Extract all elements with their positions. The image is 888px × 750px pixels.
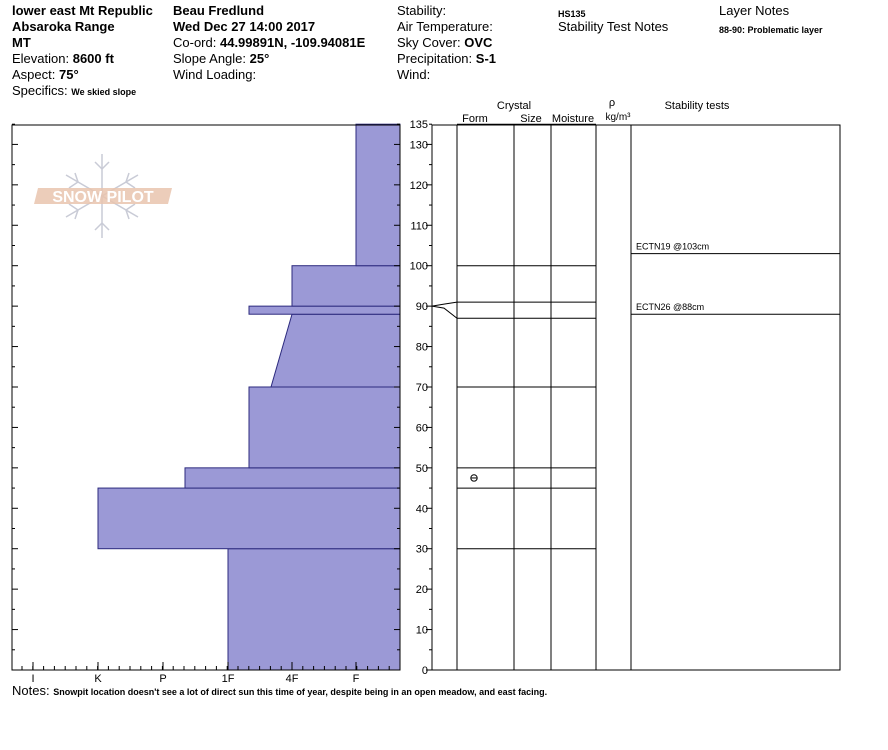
hardness-layer xyxy=(356,124,400,266)
specifics-label: Specifics: xyxy=(12,83,68,98)
coord-label: Co-ord: xyxy=(173,35,217,50)
hardness-tick-label: K xyxy=(94,673,102,685)
rho-header: ρ xyxy=(608,97,616,109)
hardness-layer xyxy=(249,387,400,468)
location-name: lower east Mt Republic xyxy=(12,3,153,18)
stability-test-label: ECTN19 @103cm xyxy=(636,241,710,252)
precip-value: S-1 xyxy=(475,51,497,66)
hardness-tick-label: 1F xyxy=(221,673,235,685)
depth-tick-label: 135 xyxy=(409,119,428,132)
wind-loading-label: Wind Loading: xyxy=(173,67,257,82)
coord-value: 44.99891N, -109.94081E xyxy=(219,35,366,50)
depth-tick-label: 10 xyxy=(415,624,428,637)
table-frame xyxy=(432,125,840,670)
slope-value: 25° xyxy=(249,51,270,66)
aspect-label: Aspect: xyxy=(12,67,56,82)
hardness-layer xyxy=(271,314,400,387)
depth-tick-label: 40 xyxy=(415,503,428,516)
depth-tick-label: 110 xyxy=(410,220,428,233)
hardness-tick-label: P xyxy=(159,673,167,685)
hardness-tick-label: 4F xyxy=(285,673,299,685)
sky-value: OVC xyxy=(464,35,493,50)
hardness-layer xyxy=(228,549,400,670)
stability-test-label: ECTN26 @88cm xyxy=(636,302,705,313)
notes-row xyxy=(12,683,547,700)
depth-tick-label: 0 xyxy=(421,665,428,677)
hardness-layer xyxy=(249,306,400,314)
elevation-value: 8600 ft xyxy=(72,51,114,66)
hardness-tick-label: F xyxy=(352,673,360,685)
hardness-layer xyxy=(292,266,400,306)
density-unit-header: kg/m³ xyxy=(605,112,631,123)
crystal-header: Crystal xyxy=(496,100,532,112)
notes-text: Snowpit location doesn't see a lot of direct sun this time of year, despite being in an open meadow, and east facing. xyxy=(53,687,548,697)
layer-connector xyxy=(432,302,457,306)
elevation-label: Elevation: xyxy=(12,51,70,66)
obs-datetime: Wed Dec 27 14:00 2017 xyxy=(173,19,316,34)
logo-text: SNOW PILOT xyxy=(52,189,154,206)
specifics-value: We skied slope xyxy=(71,87,137,97)
sky-label: Sky Cover: xyxy=(397,35,461,50)
depth-tick-label: 80 xyxy=(415,341,428,354)
aspect-value: 75° xyxy=(58,67,79,82)
stability-label: Stability: xyxy=(397,3,447,18)
layer-connector xyxy=(432,306,457,318)
hardness-profile xyxy=(98,124,400,670)
slope-label: Slope Angle: xyxy=(173,51,247,66)
layer-notes-title: Layer Notes xyxy=(719,3,790,18)
precip-label: Precipitation: xyxy=(397,51,473,66)
hardness-tick-label: I xyxy=(31,673,35,685)
depth-tick-label: 50 xyxy=(415,462,428,475)
depth-tick-label: 70 xyxy=(415,381,428,394)
crystal-form-symbol xyxy=(471,475,477,481)
observer-name: Beau Fredlund xyxy=(173,3,265,18)
depth-tick-label: 120 xyxy=(409,179,428,192)
moisture-header: Moisture xyxy=(551,113,595,125)
form-header: Form xyxy=(462,113,488,125)
hs-value: HS135 xyxy=(558,9,586,19)
snowpilot-logo xyxy=(34,154,172,238)
stability-notes-label: Stability Test Notes xyxy=(558,19,669,34)
stability-tests-header: Stability tests xyxy=(664,100,730,112)
depth-tick-label: 130 xyxy=(409,139,428,152)
depth-tick-label: 60 xyxy=(415,422,428,435)
air-temp-label: Air Temperature: xyxy=(397,19,493,34)
state-name: MT xyxy=(12,35,31,50)
notes-label: Notes: xyxy=(12,683,50,698)
wind-label: Wind: xyxy=(397,67,431,82)
hardness-layer xyxy=(185,468,400,488)
size-header: Size xyxy=(520,113,542,125)
depth-tick-label: 100 xyxy=(409,260,428,273)
hardness-layer xyxy=(98,488,400,549)
depth-tick-label: 90 xyxy=(415,301,428,314)
layer-note: 88-90: Problematic layer xyxy=(719,25,823,35)
range-name: Absaroka Range xyxy=(12,19,115,34)
depth-tick-label: 20 xyxy=(415,584,428,597)
depth-tick-label: 30 xyxy=(415,543,428,556)
